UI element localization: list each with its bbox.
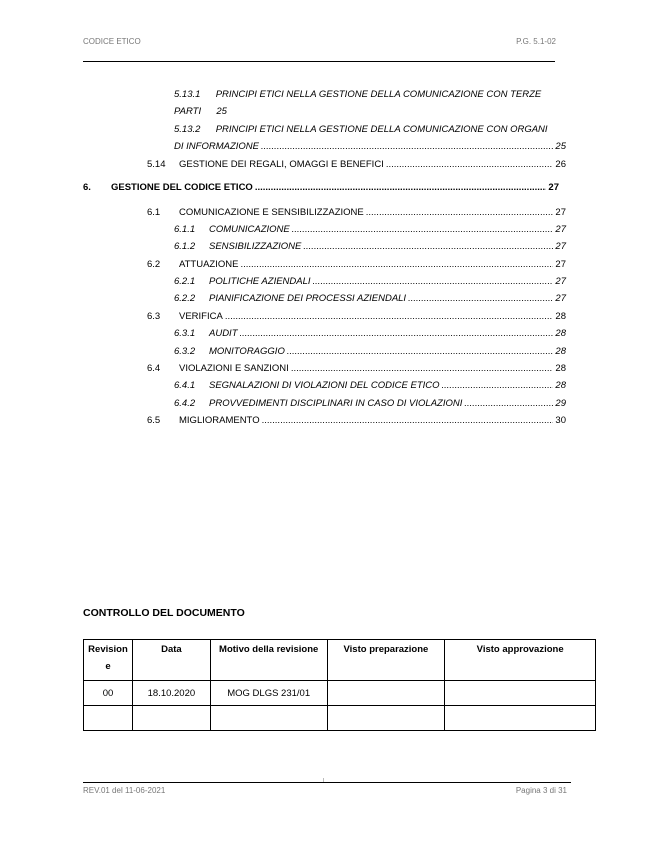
toc-entry-6-4-1[interactable] <box>174 380 566 392</box>
toc-entry-title: SEGNALAZIONI DI VIOLAZIONI DEL CODICE ETICO <box>209 380 440 391</box>
toc-entry-number: 6.2.2 <box>174 293 196 304</box>
col-header-revisione <box>84 640 133 681</box>
toc-entry-6-1-1[interactable] <box>174 224 566 236</box>
toc-leader-dots <box>464 398 553 410</box>
toc-entry-page: 27 <box>555 259 566 270</box>
toc-leader-dots <box>240 259 553 271</box>
toc-entry-number: 5.14 <box>147 159 166 170</box>
toc-entry-title: POLITICHE AZIENDALI <box>209 276 311 287</box>
cell-visto-approvazione <box>445 706 596 731</box>
toc-entry-page: 29 <box>555 398 566 409</box>
header-divider <box>83 61 555 62</box>
toc-entry-page: 28 <box>555 380 566 391</box>
col-header-revisione-line1: Revision <box>88 644 128 655</box>
toc-entry-page: 27 <box>555 224 566 235</box>
col-header-visto-approvazione: Visto approvazione <box>445 640 596 681</box>
toc-entry-title: SENSIBILIZZAZIONE <box>209 241 302 252</box>
col-header-visto-preparazione: Visto preparazione <box>327 640 445 681</box>
toc-entry-number: 6.1 <box>147 207 161 218</box>
cell-revisione <box>84 706 133 731</box>
col-header-revisione-line2: e <box>105 661 111 672</box>
toc-leader-dots <box>240 328 554 340</box>
toc-entry-page: 27 <box>548 182 559 193</box>
cell-visto-approvazione <box>445 681 596 706</box>
toc-entry-title-cont: PARTI <box>174 106 202 117</box>
table-row <box>84 706 596 731</box>
toc-entry-5-13-1[interactable] <box>174 89 541 101</box>
cell-data: 18.10.2020 <box>132 681 210 706</box>
col-header-data: Data <box>132 640 210 681</box>
toc-entry-page: 25 <box>216 106 227 117</box>
toc-entry-title: MONITORAGGIO <box>209 346 285 357</box>
toc-entry-5-13-2[interactable] <box>174 124 548 136</box>
toc-entry-5-13-2-continuation <box>174 141 566 153</box>
toc-entry-6[interactable] <box>83 182 559 194</box>
toc-entry-title: GESTIONE DEI REGALI, OMAGGI E BENEFICI <box>179 159 384 170</box>
toc-entry-number: 6.1.2 <box>174 241 196 252</box>
toc-entry-page: 28 <box>555 328 566 339</box>
cell-revisione: 00 <box>84 681 133 706</box>
toc-leader-dots <box>408 293 553 305</box>
col-header-motivo: Motivo della revisione <box>210 640 327 681</box>
toc-leader-dots <box>291 363 554 375</box>
toc-entry-number: 6.4.2 <box>174 398 196 409</box>
toc-entry-page: 27 <box>555 207 566 218</box>
toc-entry-number: 6.1.1 <box>174 224 196 235</box>
toc-entry-6-5[interactable] <box>147 415 566 427</box>
toc-entry-title: MIGLIORAMENTO <box>179 415 260 426</box>
toc-entry-number: 6.2.1 <box>174 276 196 287</box>
toc-entry-6-2[interactable] <box>147 259 566 271</box>
toc-entry-6-2-2[interactable] <box>174 293 566 305</box>
toc-entry-6-1[interactable] <box>147 207 566 219</box>
toc-entry-number: 6.4 <box>147 363 161 374</box>
header-document-title: CODICE ETICO <box>83 37 141 46</box>
toc-entry-page: 28 <box>555 363 566 374</box>
footer-page-number: Pagina 3 di 31 <box>515 786 567 795</box>
toc-entry-number: 6.5 <box>147 415 161 426</box>
toc-leader-dots <box>261 141 553 153</box>
toc-entry-number: 6.3.1 <box>174 328 196 339</box>
toc-entry-title: AUDIT <box>209 328 238 339</box>
toc-entry-6-3-2[interactable] <box>174 346 566 358</box>
cell-motivo <box>210 706 327 731</box>
toc-entry-6-4[interactable] <box>147 363 566 375</box>
toc-entry-title-cont: DI INFORMAZIONE <box>174 141 259 152</box>
toc-entry-number: 6.4.1 <box>174 380 196 391</box>
toc-entry-6-2-1[interactable] <box>174 276 566 288</box>
toc-entry-title: COMUNICAZIONE E SENSIBILIZZAZIONE <box>179 207 364 218</box>
toc-leader-dots <box>386 159 554 171</box>
toc-entry-title: VERIFICA <box>179 311 223 322</box>
toc-entry-number: 5.13.2 <box>174 124 201 135</box>
toc-entry-page: 26 <box>555 159 566 170</box>
toc-entry-5-14[interactable] <box>147 159 566 171</box>
toc-entry-page: 25 <box>555 141 566 152</box>
toc-entry-page: 30 <box>555 415 566 426</box>
cell-motivo: MOG DLGS 231/01 <box>210 681 327 706</box>
footer-divider <box>83 782 571 783</box>
toc-entry-page: 28 <box>555 346 566 357</box>
toc-leader-dots <box>303 241 553 253</box>
toc-entry-title: GESTIONE DEL CODICE ETICO <box>111 182 253 193</box>
toc-leader-dots <box>262 415 554 427</box>
toc-entry-number: 6. <box>83 182 91 193</box>
toc-entry-title: PIANIFICAZIONE DEI PROCESSI AZIENDALI <box>209 293 407 304</box>
toc-leader-dots <box>292 224 554 236</box>
toc-leader-dots <box>366 207 554 219</box>
toc-entry-6-1-2[interactable] <box>174 241 566 253</box>
toc-entry-6-3-1[interactable] <box>174 328 566 340</box>
table-row <box>84 681 596 706</box>
toc-entry-title: PRINCIPI ETICI NELLA GESTIONE DELLA COMUNICAZIONE CON ORGANI <box>215 124 548 135</box>
toc-entry-6-4-2[interactable] <box>174 398 566 410</box>
toc-entry-page: 27 <box>555 241 566 252</box>
document-control-table <box>83 639 596 731</box>
table-header-row <box>84 640 596 681</box>
toc-entry-title: ATTUAZIONE <box>179 259 239 270</box>
toc-entry-title: VIOLAZIONI E SANZIONI <box>179 363 289 374</box>
footer-revision: REV.01 del 11-06-2021 <box>83 786 166 795</box>
toc-entry-title: COMUNICAZIONE <box>209 224 290 235</box>
cell-visto-preparazione <box>327 706 445 731</box>
toc-entry-5-13-1-continuation <box>174 106 227 118</box>
toc-entry-number: 6.3.2 <box>174 346 196 357</box>
cell-data <box>132 706 210 731</box>
toc-entry-page: 27 <box>555 293 566 304</box>
toc-leader-dots <box>225 311 554 323</box>
toc-leader-dots <box>255 182 547 194</box>
toc-entry-number: 6.2 <box>147 259 161 270</box>
toc-entry-page: 27 <box>555 276 566 287</box>
toc-entry-6-3[interactable] <box>147 311 566 323</box>
toc-entry-page: 28 <box>555 311 566 322</box>
toc-entry-title: PRINCIPI ETICI NELLA GESTIONE DELLA COMUNICAZIONE CON TERZE <box>215 89 542 100</box>
header-document-code: P.G. 5.1-02 <box>516 37 556 46</box>
cell-visto-preparazione <box>327 681 445 706</box>
toc-leader-dots <box>287 346 554 358</box>
toc-leader-dots <box>442 380 554 392</box>
toc-entry-title: PROVVEDIMENTI DISCIPLINARI IN CASO DI VIOLAZIONI <box>209 398 463 409</box>
document-control-title: CONTROLLO DEL DOCUMENTO <box>83 607 245 619</box>
toc-leader-dots <box>313 276 554 288</box>
toc-entry-number: 5.13.1 <box>174 89 201 100</box>
toc-entry-number: 6.3 <box>147 311 161 322</box>
